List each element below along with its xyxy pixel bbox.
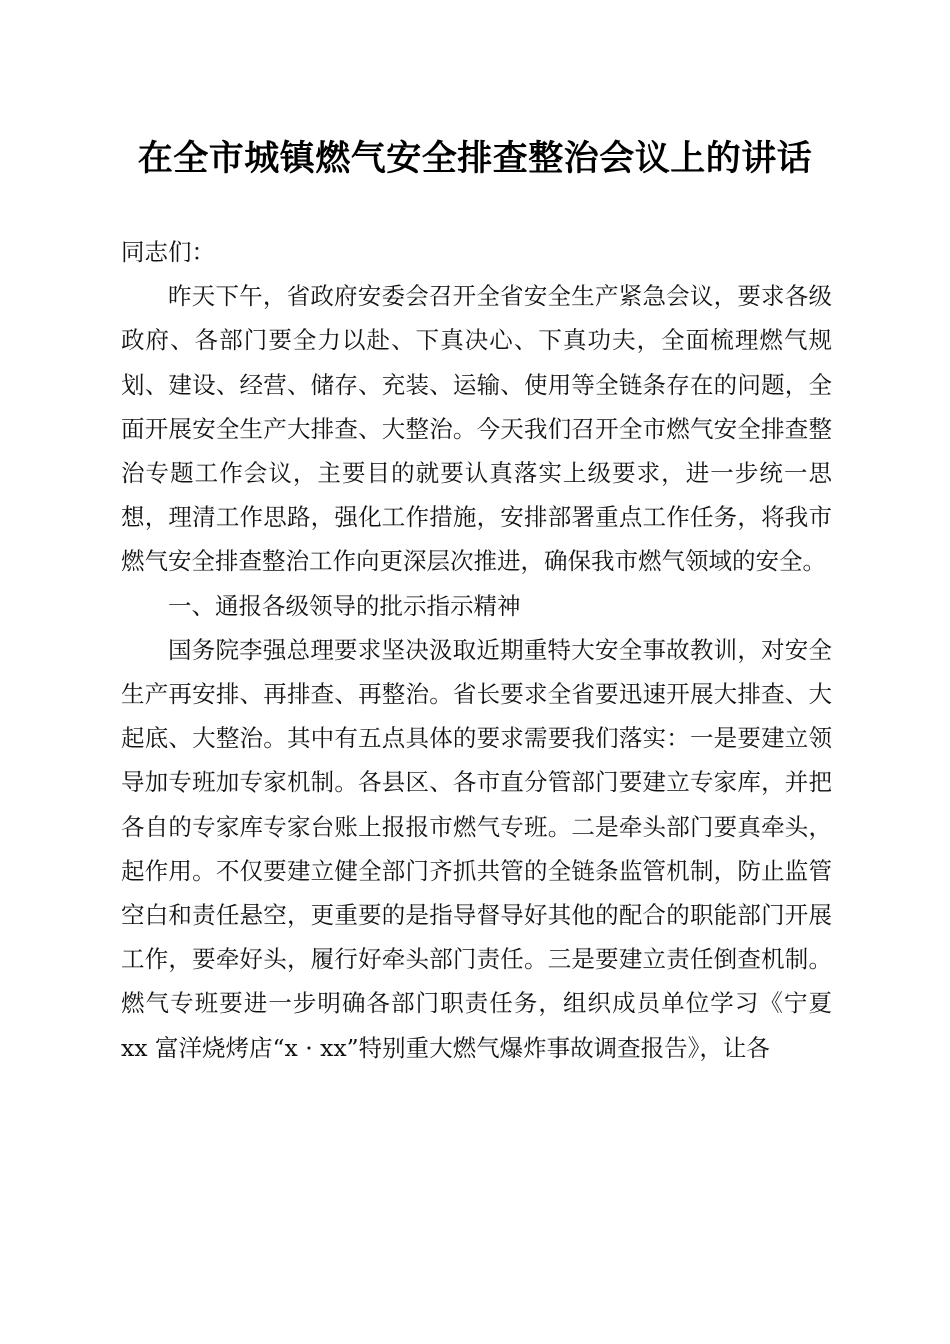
document-body <box>121 230 832 1070</box>
section-heading-1: 一、通报各级领导的批示指示精神 <box>168 591 521 620</box>
salutation: 同志们： <box>121 238 215 266</box>
paragraph-intro: 昨天下午，省政府安委会召开全省安全生产紧急会议，要求各级政府、各部门要全力以赴、下真决心、下真功夫，全面梳理燃气规划、建设、经营、储存、充装、运输、使用等全链条存在的问题，全面开展安全生产大排查、大整治。今天我们召开全市燃气安全排查整治专题工作会议，主要目的就要认真落实上级要求，进一步统一思想，理清工作思路，强化工作措施，安排部署重点工作任务，将我市燃气安全排查整治工作向更深层次推进，确保我市燃气领域的安全。 <box>121 282 832 576</box>
paragraph-section-1: 国务院李强总理要求坚决汲取近期重特大安全事故教训，对安全生产再安排、再排查、再整治。省长要求全省要迅速开展大排查、大起底、大整治。其中有五点具体的要求需要我们落实：一是要建立领导加专班加专家机制。各县区、各市直分管部门要建立专家库，并把各自的专家库专家台账上报报市燃气专班。二是牵头部门要真牵头，起作用。不仅要建立健全部门齐抓共管的全链条监管机制，防止监管空白和责任悬空，更重要的是指导督导好其他的配合的职能部门开展工作，要牵好头，履行好牵头部门责任。三是要建立责任倒查机制。燃气专班要进一步明确各部门职责任务，组织成员单位学习《宁夏 xx 富洋烧烤店“x · xx”特别重大燃气爆炸事故调查报告》，让各 <box>121 635 832 1062</box>
document-title: 在全市城镇燃气安全排查整治会议上的讲话 <box>137 138 813 179</box>
